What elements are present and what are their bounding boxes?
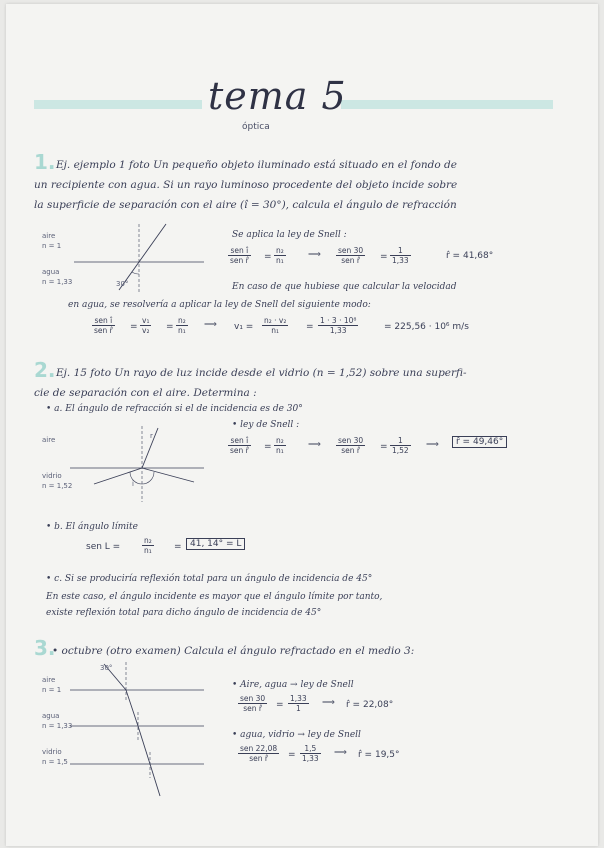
diagram-1-label-aire: aire	[42, 232, 56, 240]
problem-2-c-line-1: • c. Si se produciría reflexión total para un ángulo de incidencia de 45°	[46, 574, 373, 584]
diagram-3-label-aire-n: n = 1	[42, 686, 62, 694]
problem-2-line-2: cie de separación con el aire. Determina :	[34, 387, 257, 399]
p3-eq-1: =	[276, 700, 284, 710]
p2-b-eq: sen L =	[86, 542, 121, 552]
p1-result-2: = 225,56 · 10⁶ m/s	[384, 322, 469, 332]
p1-frac-f: $\frac{\text{v₁}}{\text{v₂}}$	[142, 316, 150, 335]
problem-1-line-2: un recipiente con agua. Si un rayo luminoso procedente del objeto incide sobre	[34, 179, 458, 191]
diagram-1-label-agua: agua	[42, 268, 60, 276]
p2-arrow-1: ⟹	[308, 440, 321, 450]
diagram-1-label-agua-n: n = 1,33	[42, 278, 73, 286]
title-highlight-left	[34, 100, 202, 109]
p3-frac-b: $\frac{1,33}{1}$	[290, 694, 307, 713]
diagram-3-label-vidrio: vidrio	[42, 748, 62, 756]
problem-3-number: 3.	[34, 636, 56, 660]
p2-b-result: 41, 14° = L	[186, 538, 245, 550]
diagram-3-label-agua: agua	[42, 712, 60, 720]
refraction-diagram-2	[34, 424, 214, 504]
diagram-3-label-vidrio-n: n = 1,5	[42, 758, 68, 766]
p1-arrow-1: ⟹	[308, 250, 321, 260]
p2-eq-2: =	[380, 442, 388, 452]
p1-frac-c: sen 30 sen r̂	[338, 246, 364, 265]
p1-frac-g: $\frac{\text{n₂}}{\text{n₁}}$	[178, 316, 186, 335]
p2-eq-1: =	[264, 442, 272, 452]
p2-frac-b: $\frac{\text{n₂}}{\text{n₁}}$	[276, 436, 284, 455]
p3-arrow-1: ⟹	[322, 698, 335, 708]
p3-frac-a: sen 30 sen r̂	[240, 694, 266, 713]
p1-step-3: en agua, se resolvería a aplicar la ley de Snell del siguiente modo:	[68, 300, 371, 310]
problem-2-c-line-3: existe reflexión total para dicho ángulo de incidencia de 45°	[46, 608, 322, 618]
p3-arrow-2: ⟹	[334, 748, 347, 758]
page-title: tema 5	[208, 74, 347, 118]
p1-eq-3: =	[130, 322, 138, 332]
p1-eq-2: =	[380, 252, 388, 262]
p3-eq-2: =	[288, 750, 296, 760]
diagram-2-label-vidrio: vidrio	[42, 472, 62, 480]
problem-2-b-label: • b. El ángulo límite	[46, 522, 138, 532]
p3-frac-c: sen 22,08 sen r̂	[240, 744, 278, 763]
p1-frac-b: $\frac{\text{n₂}}{\text{n₁}}$	[276, 246, 284, 265]
diagram-1-label-aire-n: n = 1	[42, 242, 62, 250]
p2-arrow-2: ⟹	[426, 440, 439, 450]
p3-step-2: • agua, vidrio → ley de Snell	[232, 730, 361, 740]
diagram-1-angle: 30°	[116, 280, 129, 288]
p3-result-2: r̂ = 19,5°	[358, 750, 400, 760]
problem-2-a-label: • a. El ángulo de refracción si el de incidencia es de 30°	[46, 404, 303, 414]
problem-2-number: 2.	[34, 358, 56, 382]
diagram-3-angle: 30°	[100, 664, 113, 672]
problem-1-line-1: Ej. ejemplo 1 foto Un pequeño objeto iluminado está situado en el fondo de	[56, 159, 457, 171]
problem-2-line-1: Ej. 15 foto Un rayo de luz incide desde el vidrio (n = 1,52) sobre una superfi-	[56, 367, 467, 379]
p3-step-1: • Aire, agua → ley de Snell	[232, 680, 354, 690]
p2-a-result: r̂ = 49,46°	[452, 436, 507, 448]
p1-eq-5: =	[306, 322, 314, 332]
p2-frac-c: sen 30 sen r̂	[338, 436, 364, 455]
p2-a-step: • ley de Snell :	[232, 420, 300, 430]
p3-frac-d: $\frac{1,5}{1,33}$	[302, 744, 319, 763]
p1-frac-i: $\frac{\text{1 · 3 · 10⁸}}{1,33}$	[320, 316, 357, 335]
p1-frac-a: sen î sen r̂	[230, 246, 249, 265]
p1-eq-1: =	[264, 252, 272, 262]
problem-3-line-1: • octubre (otro examen) Calcula el ángulo refractado en el medio 3:	[52, 645, 415, 657]
diagram-3-label-agua-n: n = 1,33	[42, 722, 73, 730]
page-subtitle: óptica	[242, 122, 270, 132]
p1-step-1: Se aplica la ley de Snell :	[232, 230, 347, 240]
p1-result-1: r̂ = 41,68°	[446, 251, 494, 261]
p1-step-2: En caso de que hubiese que calcular la velocidad	[232, 282, 457, 292]
diagram-2-label-vidrio-n: n = 1,52	[42, 482, 73, 490]
title-highlight-right	[341, 100, 553, 109]
notebook-page	[6, 4, 598, 846]
p2-frac-d: $\frac{1}{1,52}$	[392, 436, 409, 455]
p1-eq-4: =	[166, 322, 174, 332]
p2-b-frac: $\frac{\text{n₂}}{\text{n₁}}$	[144, 536, 152, 555]
p1-frac-e: sen î sen r̂	[94, 316, 113, 335]
p1-frac-h: $\frac{\text{n₂ · v₂}}{\text{n₁}}$	[264, 316, 287, 335]
refraction-diagram-3	[34, 660, 214, 800]
p2-b-eq-sign: =	[174, 542, 182, 552]
p1-frac-d: $\frac{1}{1,33}$	[392, 246, 409, 265]
p1-v1: v₁ =	[234, 322, 254, 332]
problem-1-line-3: la superficie de separación con el aire (î = 30°), calcula el ángulo de refracción	[34, 199, 457, 211]
diagram-2-r: r	[150, 432, 153, 440]
diagram-2-label-aire: aire	[42, 436, 56, 444]
p2-frac-a: sen î sen r̂	[230, 436, 249, 455]
problem-2-c-line-2: En este caso, el ángulo incidente es mayor que el ángulo límite por tanto,	[46, 592, 383, 602]
diagram-3-label-aire: aire	[42, 676, 56, 684]
p3-result-1: r̂ = 22,08°	[346, 700, 394, 710]
p1-arrow-2: ⟹	[204, 320, 217, 330]
problem-1-number: 1.	[34, 150, 56, 174]
diagram-2-i: i	[132, 480, 134, 488]
